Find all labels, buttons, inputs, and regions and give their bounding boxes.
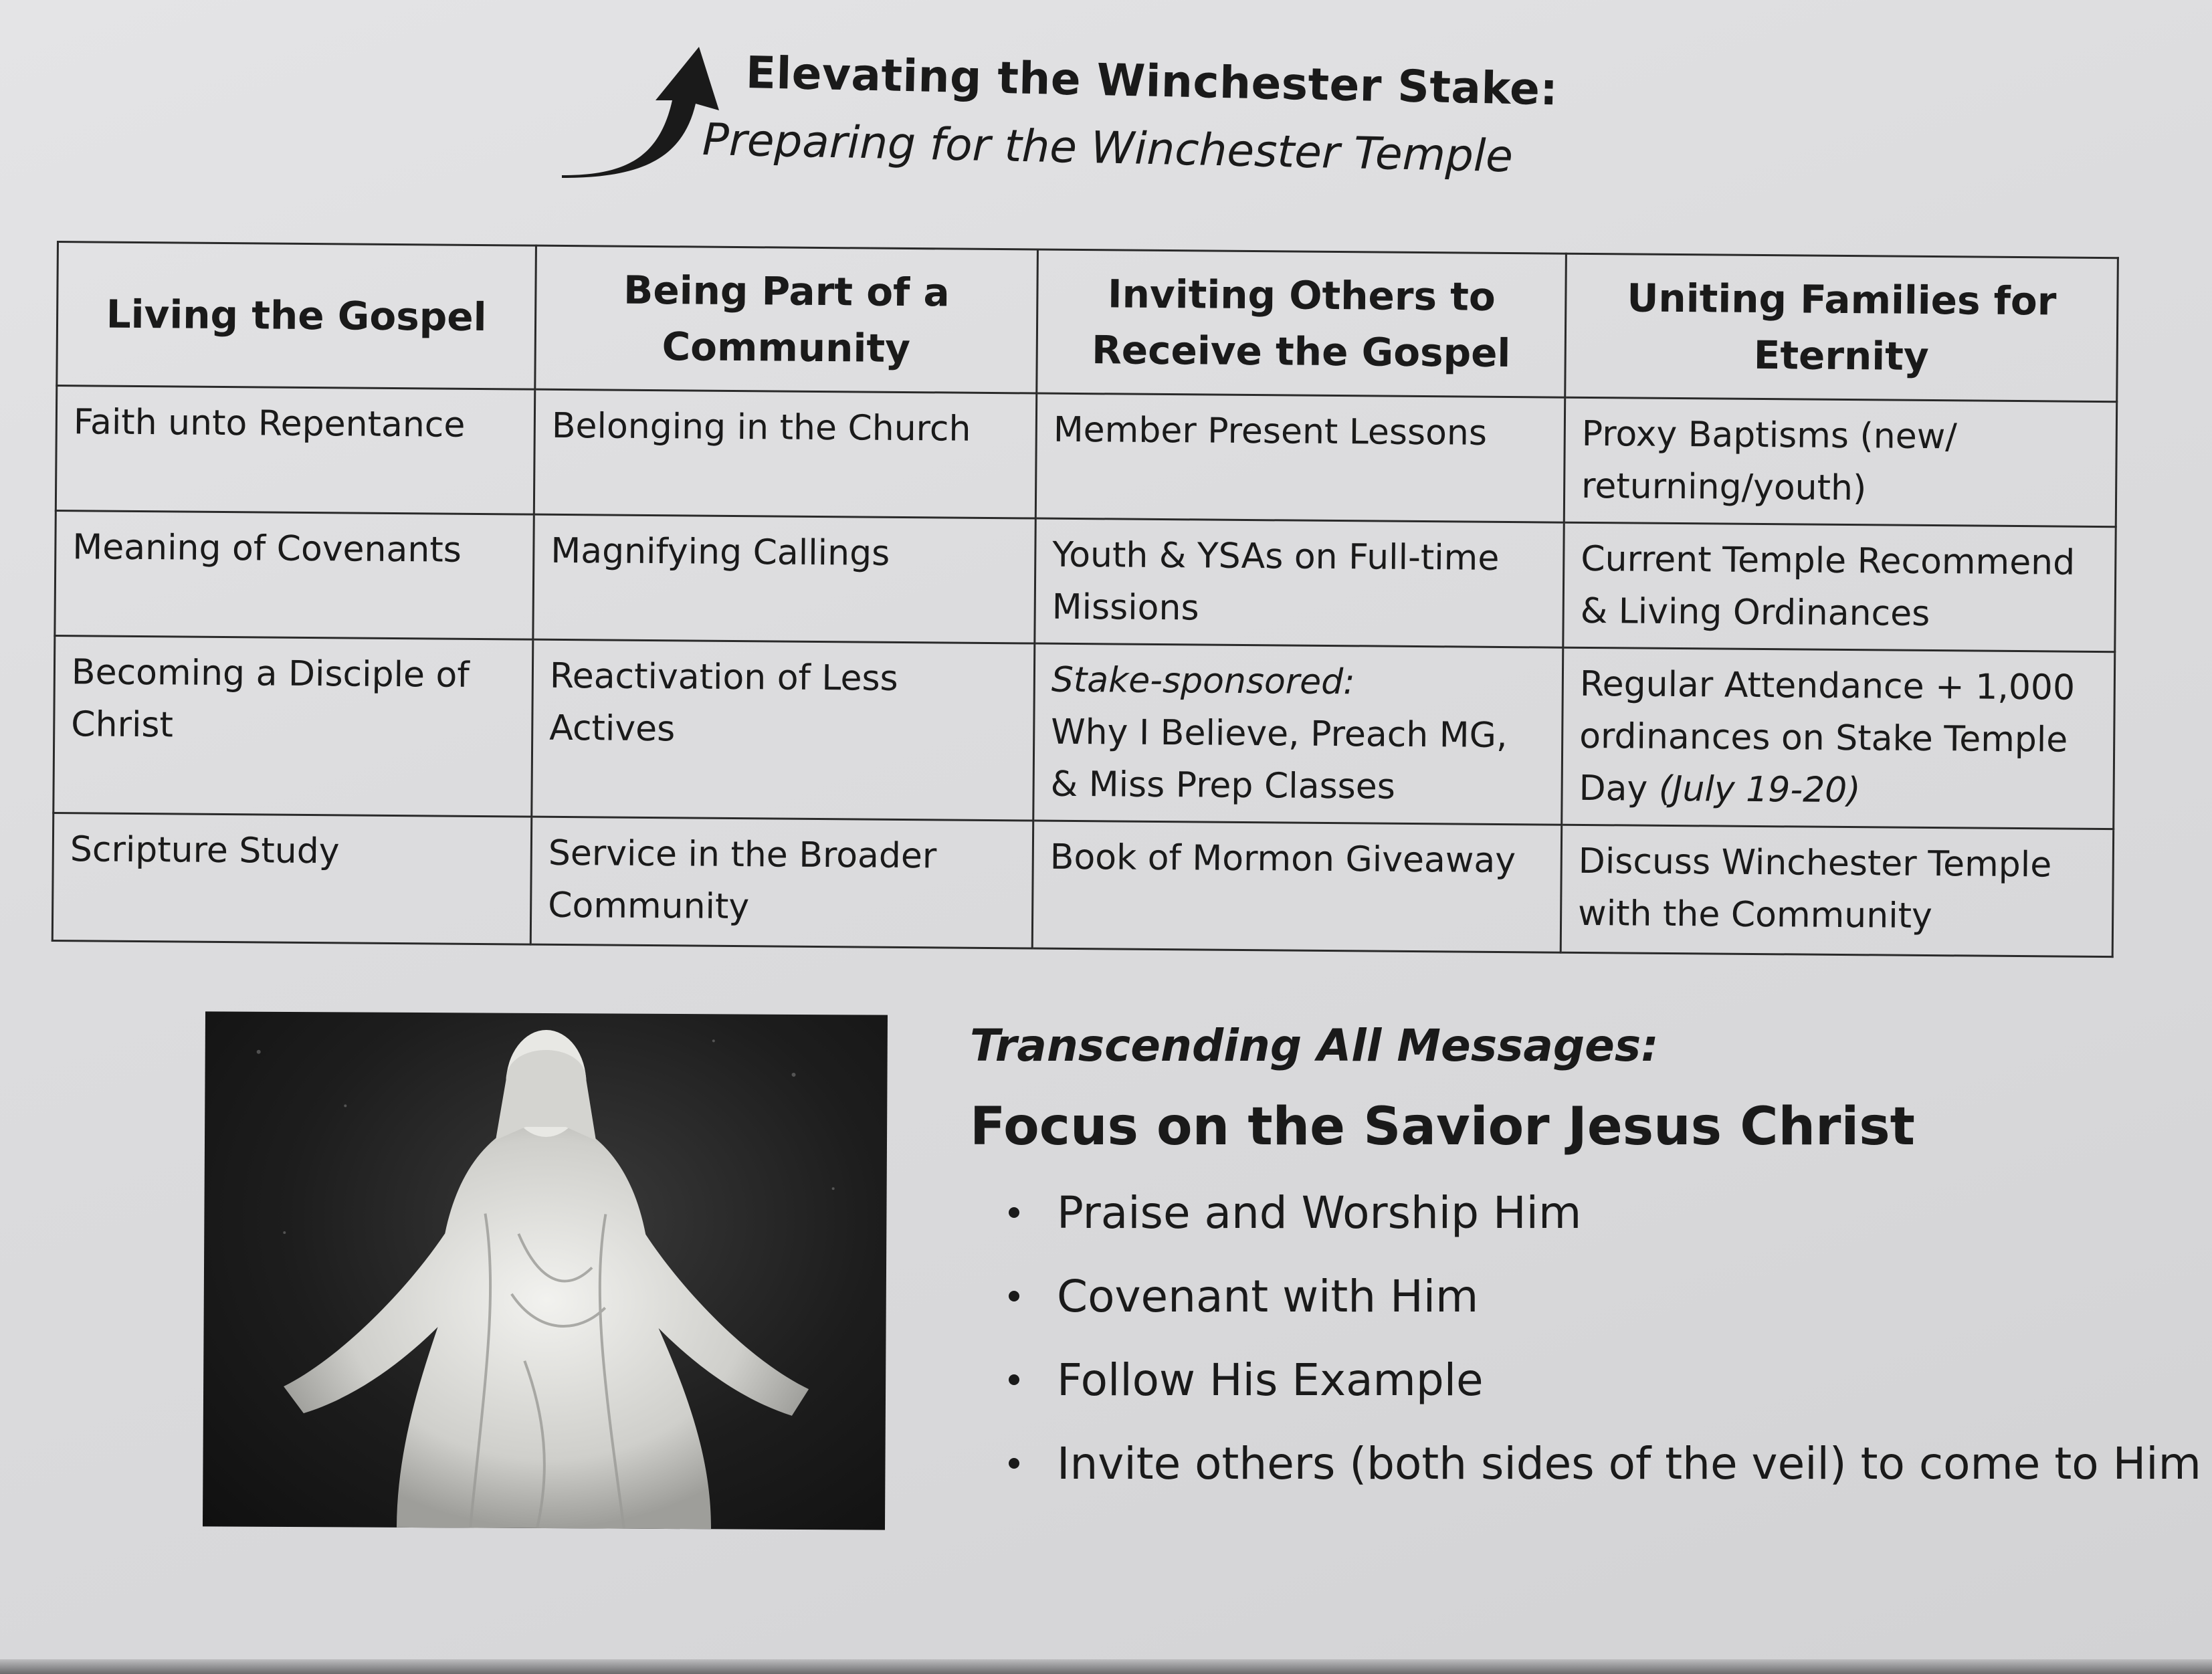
attendance-text: Regular Attendance + 1,000 ordinances on Stake Temple Day (1579, 663, 2076, 809)
bullet-icon (1009, 1207, 1019, 1218)
table-cell: Service in the Broader Community (530, 817, 1033, 948)
page-title: Elevating the Winchester Stake: (745, 47, 1559, 116)
message-heading: Transcending All Messages: (970, 1020, 1659, 1071)
bullet-icon (1009, 1374, 1019, 1385)
message-title: Focus on the Savior Jesus Christ (970, 1097, 1915, 1157)
table-cell: Becoming a Disciple of Christ (54, 635, 533, 817)
table-cell: Reactivation of Less Actives (532, 639, 1035, 821)
statue-illustration (203, 1011, 888, 1530)
column-header-community: Being Part of a Community (535, 245, 1038, 393)
table-cell (1562, 647, 2115, 829)
table-cell: Scripture Study (52, 813, 531, 944)
list-item (1003, 1354, 2201, 1438)
table-row (56, 386, 2116, 527)
curved-up-arrow-icon (559, 47, 719, 181)
column-header-uniting-families: Uniting Families for Eternity (1565, 253, 2118, 401)
bullet-icon (1009, 1458, 1019, 1469)
table-cell: Member Present Lessons (1035, 393, 1565, 522)
focus-list (1003, 1187, 2201, 1522)
table-row (52, 813, 2113, 956)
list-item-text: Praise and Worship Him (1057, 1187, 1582, 1239)
table-cell (1033, 643, 1563, 825)
table-header-row (57, 242, 2118, 402)
table-cell: Youth & YSAs on Full-time Missions (1035, 518, 1564, 647)
table-cell: Meaning of Covenants (55, 510, 534, 639)
list-item (1003, 1187, 2201, 1271)
stake-sponsored-label: Stake-sponsored: (1051, 659, 1355, 703)
table-cell: Belonging in the Church (534, 389, 1036, 518)
list-item-text: Follow His Example (1057, 1354, 1484, 1406)
list-item-text: Covenant with Him (1057, 1271, 1479, 1322)
temple-day-date: (July 19-20) (1658, 768, 1861, 811)
bullet-icon (1009, 1291, 1019, 1301)
objectives-table (52, 241, 2119, 958)
table-row (54, 635, 2115, 829)
table-row (55, 510, 2116, 651)
table-cell: Faith unto Repentance (56, 386, 534, 515)
column-header-living-the-gospel: Living the Gospel (57, 242, 536, 390)
page-bottom-edge (0, 1659, 2212, 1674)
christus-statue-photo (203, 1011, 888, 1530)
table-cell: Current Temple Recommend & Living Ordinances (1563, 522, 2116, 651)
table-cell: Book of Mormon Giveaway (1032, 821, 1561, 952)
list-item (1003, 1438, 2201, 1522)
table-cell: Discuss Winchester Temple with the Community (1561, 825, 2113, 956)
list-item (1003, 1271, 2201, 1354)
page-subtitle: Preparing for the Winchester Temple (702, 114, 1514, 183)
table-cell: Magnifying Callings (533, 514, 1035, 643)
stake-sponsored-classes: Why I Believe, Preach MG, & Miss Prep Classes (1050, 712, 1508, 807)
table-cell: Proxy Baptisms (new/ returning/youth) (1564, 397, 2116, 526)
list-item-text: Invite others (both sides of the veil) to come to Him (1057, 1438, 2201, 1489)
column-header-inviting-others: Inviting Others to Receive the Gospel (1037, 249, 1567, 397)
